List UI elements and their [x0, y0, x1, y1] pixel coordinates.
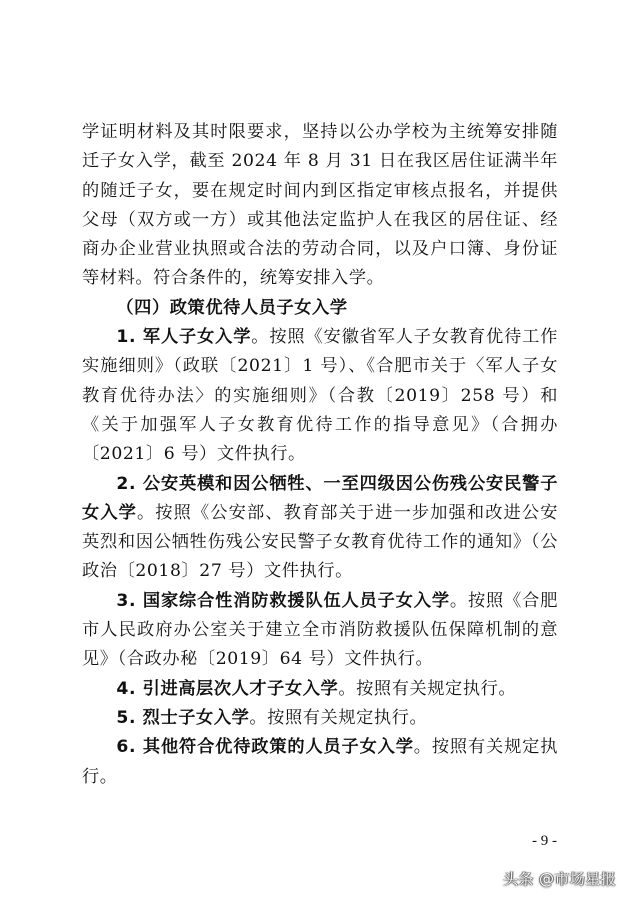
list-item-text: 。按照有关规定执行。: [338, 678, 517, 699]
list-item-title: 4. 引进高层次人才子女入学: [116, 678, 339, 699]
list-item-text: 。按照《安徽省军人子女教育优待工作实施细则》（政联〔2021〕1 号）、《合肥市关于〈军人子女教育优待办法〉的实施细则》（合教〔2019〕258 号）和《关于加强军人子女教育优待工作的指导意见》（合拥办〔2021〕6 号）文件执行。: [82, 327, 558, 465]
list-item-text: 。按照《公安部、教育部关于进一步加强和改进公安英烈和因公牺牲伤残公安民警子女教育优待工作的通知》（公政治〔2018〕27 号）文件执行。: [82, 502, 558, 582]
list-item-police-children: [82, 470, 558, 587]
list-item-title: 2. 公安英模和因公牺牲、一至四级因公伤残公安民警子女入学: [82, 473, 558, 523]
list-item-military-children: [82, 323, 558, 469]
list-item-text: 。按照有关规定执行。: [82, 737, 558, 787]
list-item-talent-children: [82, 675, 558, 704]
list-item-text: 。按照有关规定执行。: [249, 707, 428, 728]
list-item-title: 6. 其他符合优待政策的人员子女入学: [116, 737, 414, 758]
list-item-title: 5. 烈士子女入学: [116, 707, 250, 728]
paragraph-registration: 学证明材料及其时限要求，坚持以公办学校为主统筹安排随迁子女入学，截至 2024 年 8 月 31 日在我区居住证满半年的随迁子女，要在规定时间内到区指定审核点报名，并提供父母（双方或一方）或其他法定监护人在我区的居住证、经商办企业营业执照或合法的劳动合同，以及户口簿、身份证等材料。符合条件的，统筹安排入学。: [82, 122, 558, 289]
section-heading-policy-preference: （四）政策优待人员子女入学: [116, 297, 348, 318]
page-number: - 9 -: [532, 833, 557, 849]
list-item-text: 。按照《合肥市人民政府办公室关于建立全市消防救援队伍保障机制的意见》（合政办秘〔2019〕64 号）文件执行。: [82, 590, 558, 670]
list-item-title: 1. 军人子女入学: [116, 327, 252, 348]
list-item-title: 3. 国家综合性消防救援队伍人员子女入学: [116, 590, 450, 611]
document-body: [82, 118, 558, 792]
source-watermark: 头条 @市场星报: [503, 870, 616, 888]
list-item-firefighter-children: [82, 587, 558, 675]
list-item-other-preference-children: [82, 733, 558, 792]
list-item-martyr-children: [82, 704, 558, 733]
